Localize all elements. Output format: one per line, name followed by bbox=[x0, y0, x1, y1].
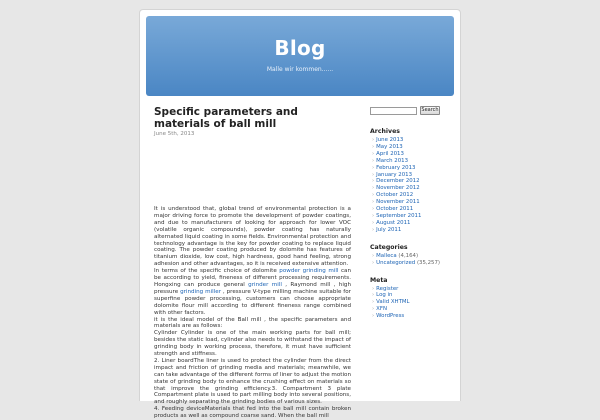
meta-link[interactable]: Register bbox=[376, 285, 399, 292]
archive-link[interactable]: April 2013 bbox=[376, 150, 404, 157]
meta-heading: Meta bbox=[370, 276, 388, 284]
archive-link[interactable]: October 2012 bbox=[376, 192, 414, 199]
archive-item[interactable] bbox=[372, 158, 452, 165]
archive-link[interactable]: October 2011 bbox=[376, 206, 414, 213]
post-paragraph: 4. Feeding deviceMaterials that fed into the ball mill contain broken products as well as compound coarse sand. When the ball mill bbox=[154, 406, 351, 420]
bullet-icon: › bbox=[372, 299, 375, 306]
bullet-icon: › bbox=[372, 206, 375, 213]
archive-item[interactable] bbox=[372, 199, 452, 206]
archive-item[interactable] bbox=[372, 220, 452, 227]
meta-item[interactable] bbox=[372, 313, 452, 320]
archive-link[interactable]: January 2013 bbox=[376, 171, 413, 178]
bullet-icon: › bbox=[372, 150, 375, 157]
archive-item[interactable] bbox=[372, 137, 452, 144]
meta-item[interactable] bbox=[372, 306, 452, 313]
archive-link[interactable]: September 2011 bbox=[376, 212, 422, 219]
category-item[interactable] bbox=[372, 260, 452, 267]
bullet-icon: › bbox=[372, 292, 375, 299]
categories-list bbox=[370, 253, 452, 267]
archive-item[interactable] bbox=[372, 178, 452, 185]
grinder-mill-link[interactable]: grinder mill bbox=[248, 281, 282, 288]
archives-list bbox=[370, 137, 452, 234]
post-text: , pressure V-type milling machine suitable for superfine powder processing, customers can choose appropriate dolomite flour mill according to different fineness range combined with other factors. bbox=[154, 288, 351, 316]
blog-header bbox=[146, 16, 454, 96]
meta-item[interactable] bbox=[372, 286, 452, 293]
archive-link[interactable]: July 2011 bbox=[376, 226, 402, 233]
archive-link[interactable]: March 2013 bbox=[376, 157, 409, 164]
bullet-icon: › bbox=[372, 137, 375, 143]
meta-link[interactable]: Valid XHTML bbox=[376, 299, 410, 306]
post-date: June 5th, 2013 bbox=[154, 131, 195, 137]
archive-link[interactable]: February 2013 bbox=[376, 164, 416, 171]
bullet-icon: › bbox=[372, 313, 375, 320]
bullet-icon: › bbox=[372, 285, 375, 292]
archive-item[interactable] bbox=[372, 185, 452, 192]
archives-heading: Archives bbox=[370, 128, 400, 135]
post-text: can be according to yield, fineness of different processing requirements. Hongxing can produce general bbox=[154, 268, 351, 288]
archive-item[interactable] bbox=[372, 213, 452, 220]
page-container bbox=[139, 9, 461, 420]
post-text: In terms of the specific choice of dolomite bbox=[154, 268, 280, 275]
bullet-icon: › bbox=[372, 178, 375, 185]
archive-link[interactable]: November 2011 bbox=[376, 199, 420, 206]
meta-link[interactable]: Log in bbox=[376, 292, 393, 299]
bullet-icon: › bbox=[372, 219, 375, 226]
post-text: , Raymond mill , high pressure bbox=[154, 281, 351, 295]
bullet-icon: › bbox=[372, 143, 375, 150]
archive-item[interactable] bbox=[372, 144, 452, 151]
powder-grinding-mill-link[interactable]: powder grinding mill bbox=[279, 268, 339, 275]
bullet-icon: › bbox=[372, 185, 375, 192]
search-button[interactable]: Search bbox=[421, 107, 439, 113]
post-paragraph: It is understood that, global trend of environmental protection is a major driving force to promote the development of powder coatings, and due to manufacturers of looking for approach for lower VOC (volatile organic compounds), powder coating has naturally alternated liquid coating in some fields. Environmental protection and technology advantage is the key for powder coating to replace liquid coating. The powder coating produced by dolomite has features of titanium dioxide, low cost, high hardness, good hand feeling, strong adhesion and other advantages, so it is received extensive attention. bbox=[154, 206, 351, 268]
search-form bbox=[370, 106, 452, 115]
archive-link[interactable]: May 2013 bbox=[376, 143, 403, 150]
bullet-icon: › bbox=[372, 259, 375, 266]
bullet-icon: › bbox=[372, 252, 375, 259]
meta-item[interactable] bbox=[372, 299, 452, 306]
category-link[interactable]: Uncategorized bbox=[376, 259, 416, 266]
category-count: (35,257) bbox=[416, 259, 441, 266]
post-content bbox=[154, 106, 352, 420]
post-body bbox=[154, 206, 351, 420]
bullet-icon: › bbox=[372, 157, 375, 164]
archive-item[interactable] bbox=[372, 206, 452, 213]
bullet-icon: › bbox=[372, 212, 375, 219]
bullet-icon: › bbox=[372, 306, 375, 313]
archive-link[interactable]: November 2012 bbox=[376, 185, 420, 192]
archive-item[interactable] bbox=[372, 172, 452, 179]
post-title[interactable]: Specific parameters and materials of ball mill bbox=[154, 106, 298, 130]
archive-link[interactable]: December 2012 bbox=[376, 178, 420, 185]
archive-link[interactable]: August 2011 bbox=[376, 219, 411, 226]
bullet-icon: › bbox=[372, 171, 375, 178]
meta-link[interactable]: WordPress bbox=[376, 313, 405, 320]
archive-item[interactable] bbox=[372, 165, 452, 172]
bullet-icon: › bbox=[372, 164, 375, 171]
bullet-icon: › bbox=[372, 226, 375, 233]
post-paragraph bbox=[154, 268, 351, 316]
meta-item[interactable] bbox=[372, 292, 452, 299]
blog-description: Malle wir kommen...... bbox=[266, 66, 334, 73]
category-link[interactable]: Malleca bbox=[376, 252, 397, 259]
bullet-icon: › bbox=[372, 192, 375, 199]
categories-heading: Categories bbox=[370, 243, 408, 251]
post-paragraph: it is the ideal model of the Ball mill , the specific parameters and materials are as follows: bbox=[154, 316, 351, 330]
blog-title[interactable]: Blog bbox=[274, 36, 326, 60]
archive-link[interactable]: June 2013 bbox=[376, 137, 404, 143]
meta-list bbox=[370, 286, 452, 321]
category-item[interactable] bbox=[372, 253, 452, 260]
archive-item[interactable] bbox=[372, 192, 452, 199]
sidebar bbox=[370, 106, 452, 320]
bullet-icon: › bbox=[372, 199, 375, 206]
post-paragraph: 2. Liner boardThe liner is used to protect the cylinder from the direct impact and friction of grinding media and materials; meanwhile, we can take advantage of the different forms of liner to adjust the motion state of grinding body to enhance the crushing effect on materials so that improve the grinding efficiency.3. Compartment 3 plate Compartment plate is used to part milling body into several positions, and roughly separating the grinding bodies of various sizes. bbox=[154, 357, 352, 406]
search-input[interactable] bbox=[370, 107, 417, 115]
meta-link[interactable]: XFN bbox=[376, 306, 387, 313]
archive-item[interactable] bbox=[372, 227, 452, 234]
category-count: (4,164) bbox=[398, 252, 419, 259]
grinding-miller-link[interactable]: grinding miller bbox=[180, 288, 221, 295]
archive-item[interactable] bbox=[372, 151, 452, 158]
post-paragraph: Cylinder Cylinder is one of the main working parts for ball mill; besides the static load, cylinder also needs to withstand the impact of grinding body in working process, therefore, it must have sufficient strength and stiffness. bbox=[154, 330, 351, 358]
